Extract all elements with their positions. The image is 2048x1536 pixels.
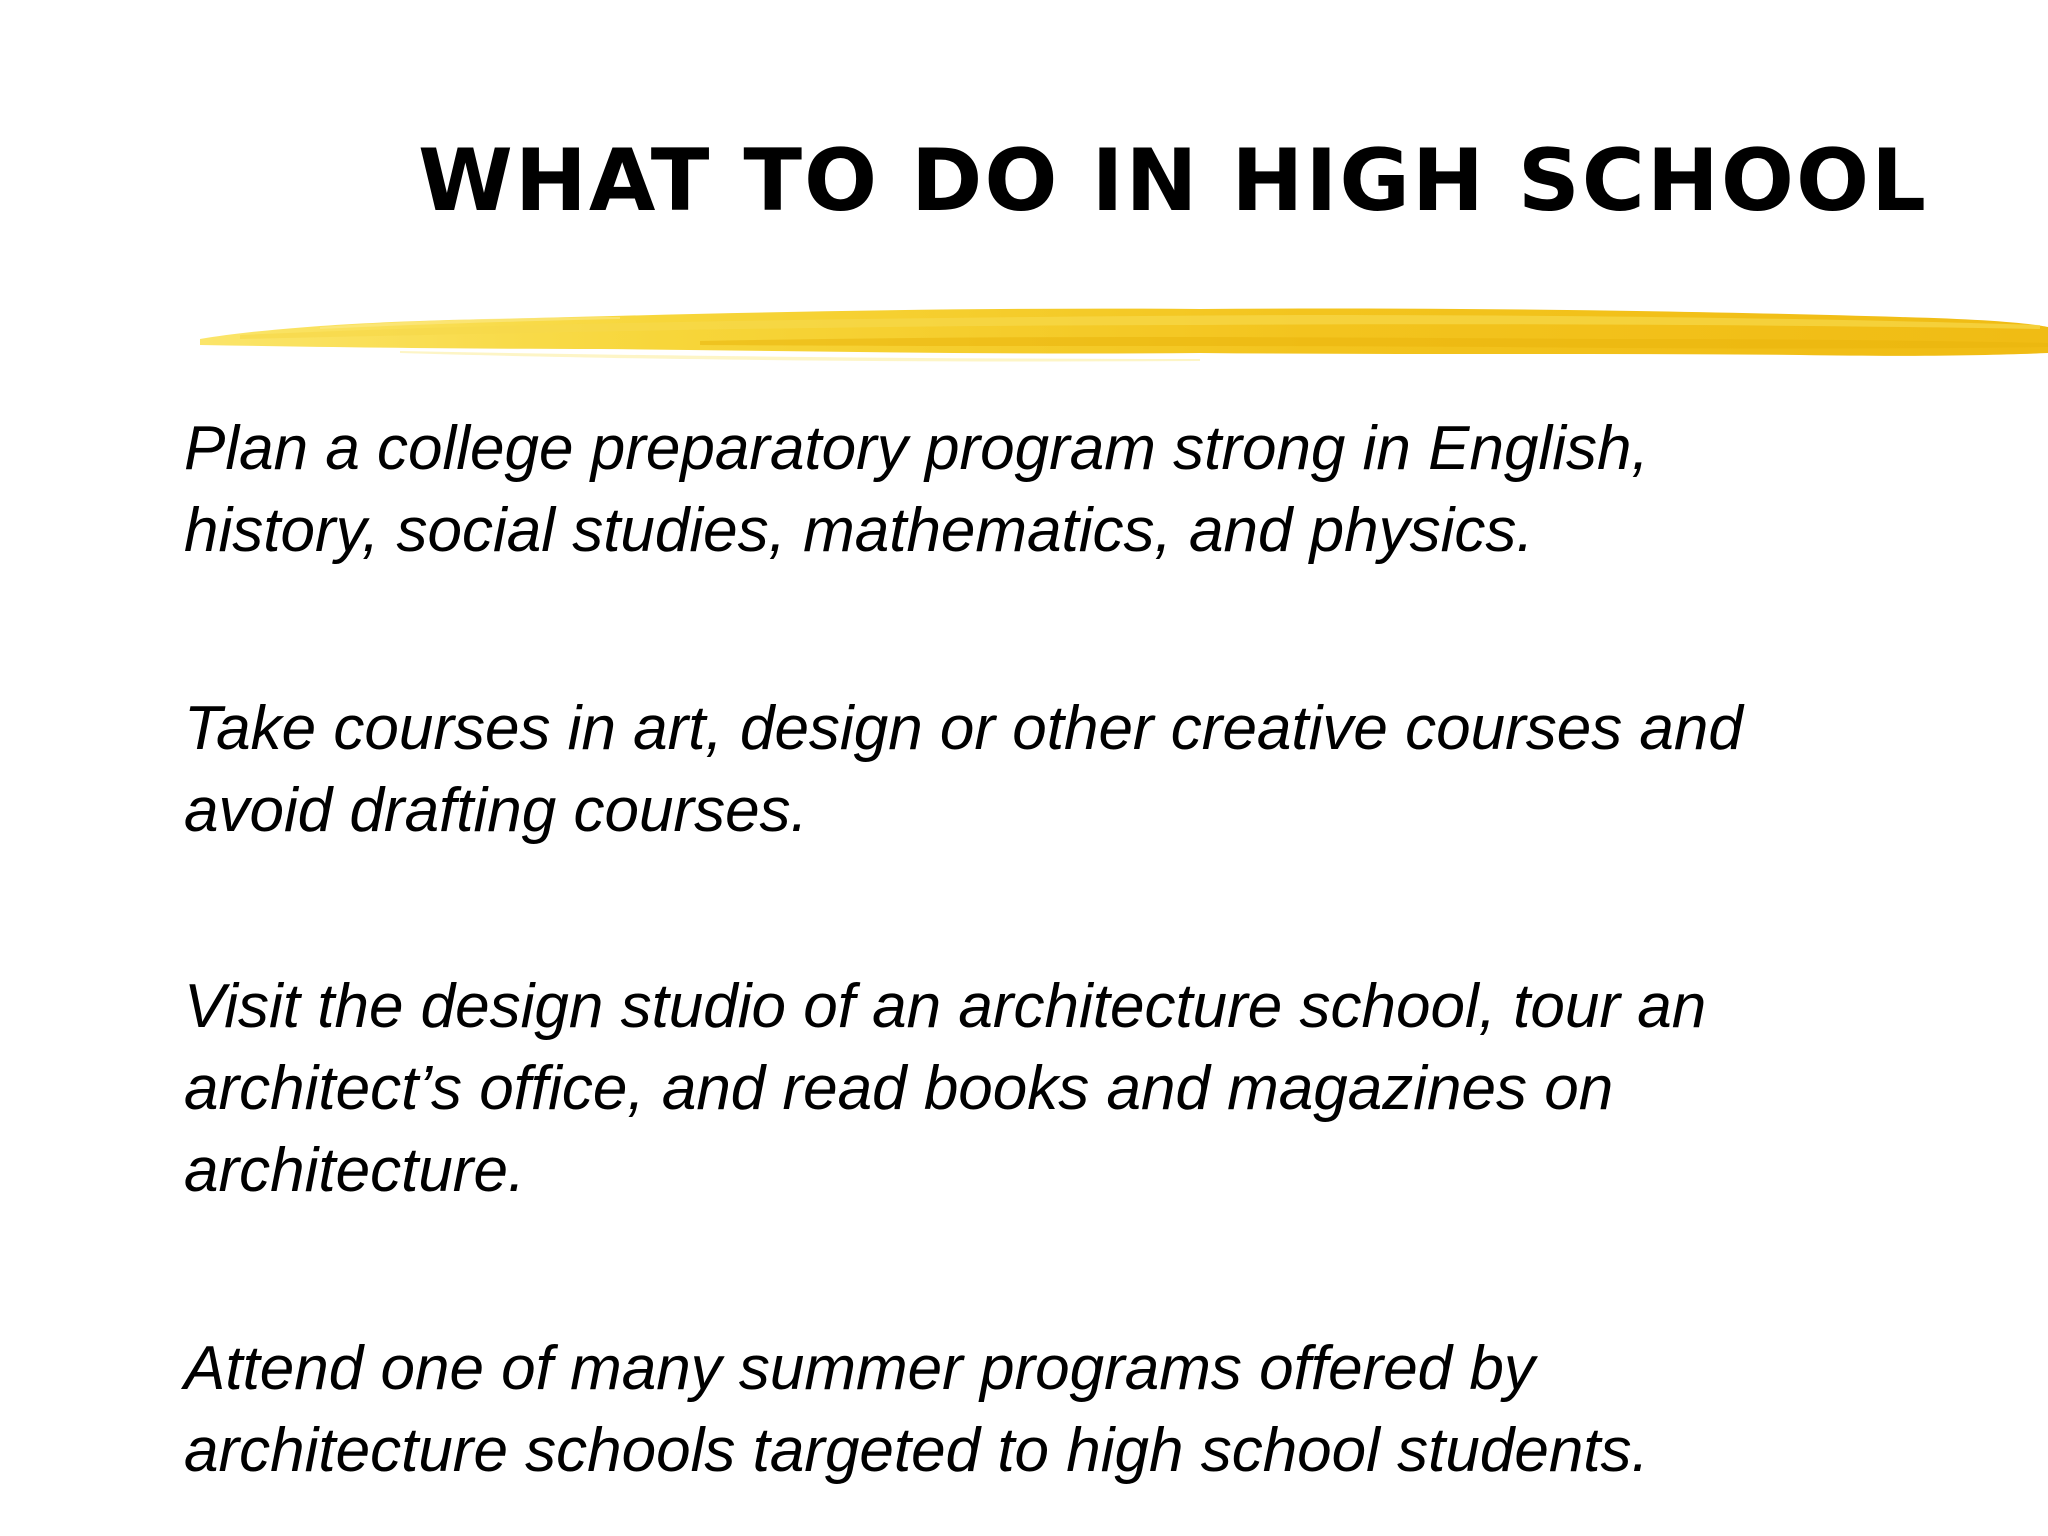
- bullet-item: Visit the design studio of an architecture school, tour an architect’s office, and read books and magazines on architecture.: [184, 972, 1707, 1205]
- highlighter-brush-stroke-decoration: [200, 295, 2048, 375]
- bullet-item: Attend one of many summer programs offered by architecture schools targeted to high school students.: [184, 1334, 1649, 1485]
- bullet-item: Take courses in art, design or other creative courses and avoid drafting courses.: [184, 694, 1743, 845]
- bullet-item: Plan a college preparatory program strong in English, history, social studies, mathematics, and physics.: [184, 414, 1649, 565]
- slide-title: WHAT TO DO IN HIGH SCHOOL: [418, 131, 1928, 231]
